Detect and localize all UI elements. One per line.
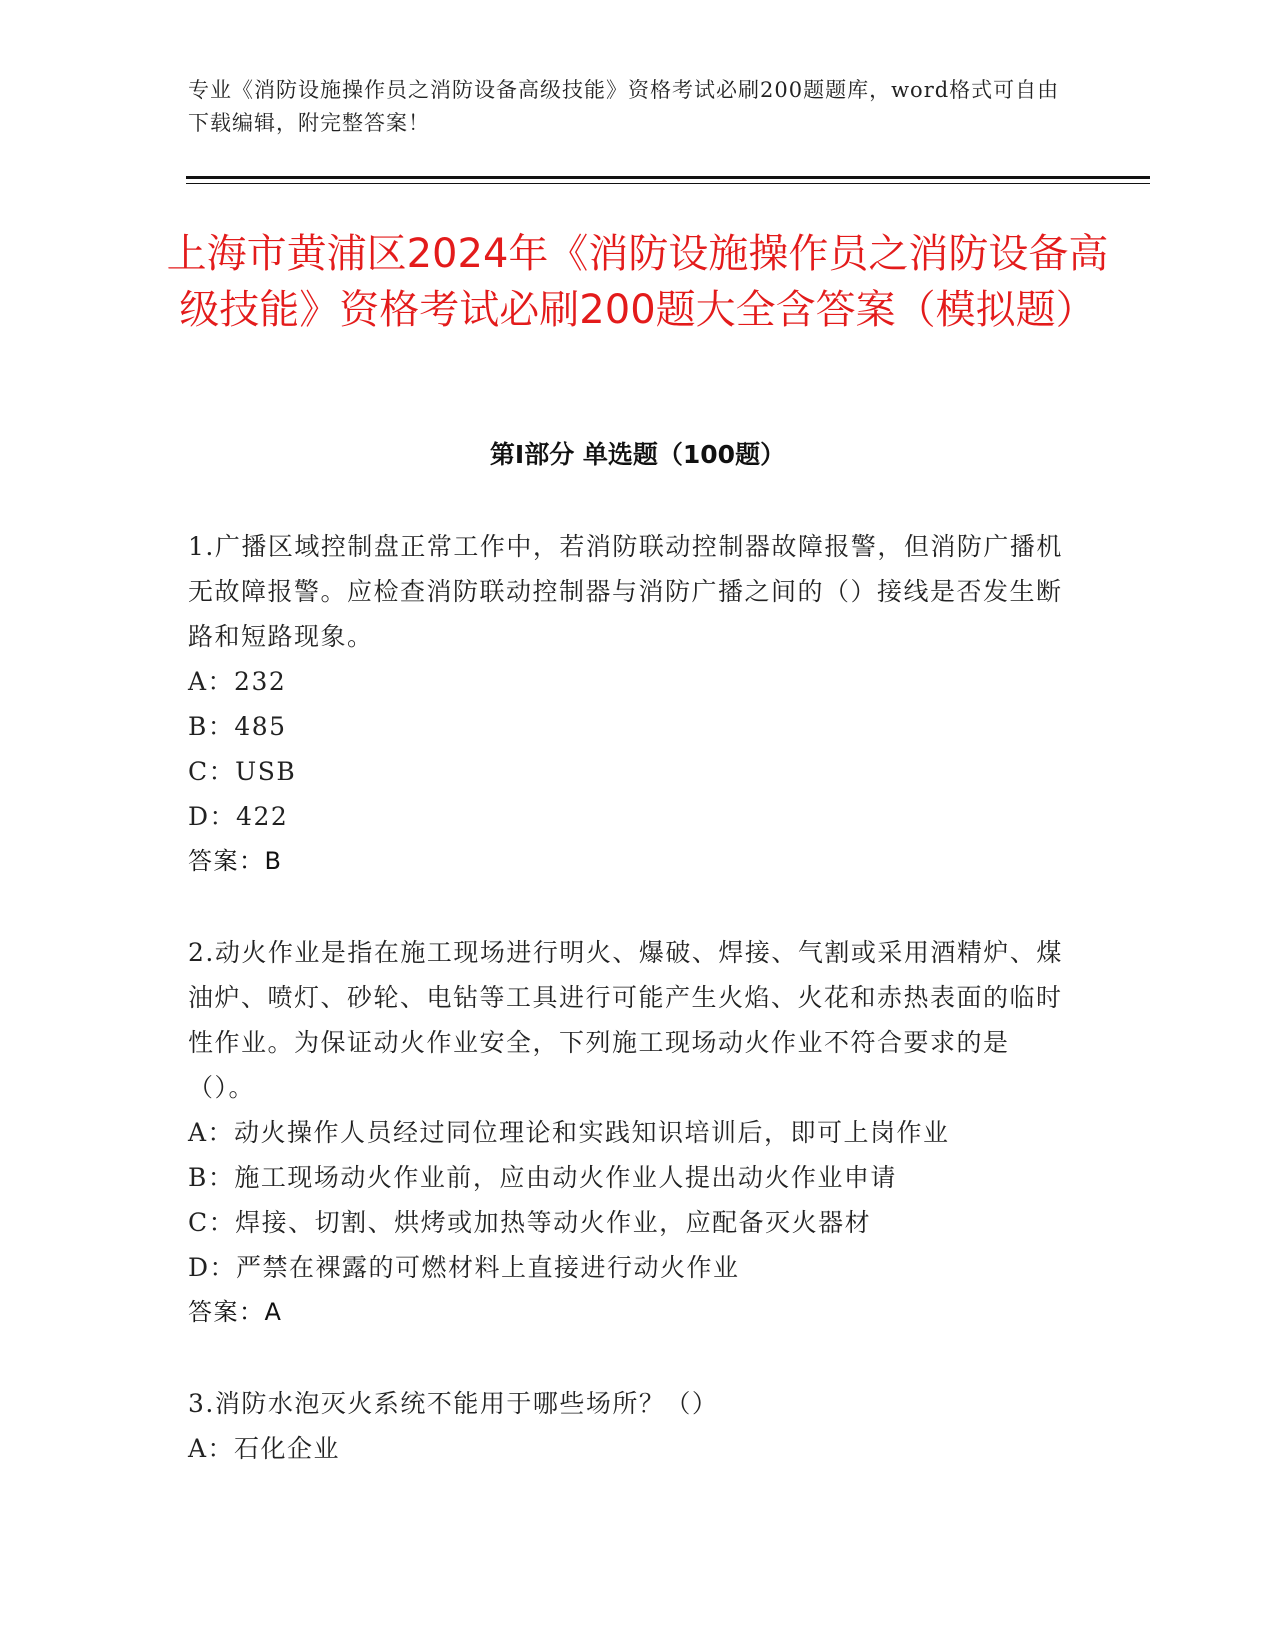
question-stem: 3.消防水泡灭火系统不能用于哪些场所？（） xyxy=(188,1389,719,1418)
option-d: D：422 xyxy=(188,802,289,831)
header-rule-thick xyxy=(186,176,1150,179)
option-c: C：USB xyxy=(188,757,297,786)
option-a: A：石化企业 xyxy=(188,1434,341,1463)
document-title: 上海市黄浦区2024年《消防设施操作员之消防设备高级技能》资格考试必刷200题大全含答案（模拟题） xyxy=(166,231,1109,333)
answer: 答案：B xyxy=(188,847,283,875)
header-note: 专业《消防设施操作员之消防设备高级技能》资格考试必刷200题题库，word格式可自由下载编辑，附完整答案！ xyxy=(188,78,1060,135)
option-d: D：严禁在裸露的可燃材料上直接进行动火作业 xyxy=(188,1253,740,1282)
answer: 答案：A xyxy=(188,1298,283,1326)
option-b: B：施工现场动火作业前，应由动火作业人提出动火作业申请 xyxy=(188,1163,897,1192)
question-stem: 2.动火作业是指在施工现场进行明火、爆破、焊接、气割或采用酒精炉、煤油炉、喷灯、砂轮、电钻等工具进行可能产生火焰、火花和赤热表面的临时性作业。为保证动火作业安全，下列施工现场动火作业不符合要求的是（）。 xyxy=(188,938,1063,1102)
option-b: B：485 xyxy=(188,712,287,741)
question-3 xyxy=(188,1381,1068,1471)
header-rule-thin xyxy=(186,183,1150,184)
option-c: C：焊接、切割、烘烤或加热等动火作业，应配备灭火器材 xyxy=(188,1208,872,1237)
question-stem: 1.广播区域控制盘正常工作中，若消防联动控制器故障报警，但消防广播机无故障报警。应检查消防联动控制器与消防广播之间的（）接线是否发生断路和短路现象。 xyxy=(188,532,1063,651)
option-a: A：动火操作人员经过同位理论和实践知识培训后，即可上岗作业 xyxy=(188,1118,950,1147)
question-2 xyxy=(188,930,1068,1335)
question-1 xyxy=(188,524,1068,884)
section-title: 第Ⅰ部分 单选题（100题） xyxy=(489,440,786,469)
option-a: A：232 xyxy=(188,667,287,696)
question-list xyxy=(188,524,1068,1517)
